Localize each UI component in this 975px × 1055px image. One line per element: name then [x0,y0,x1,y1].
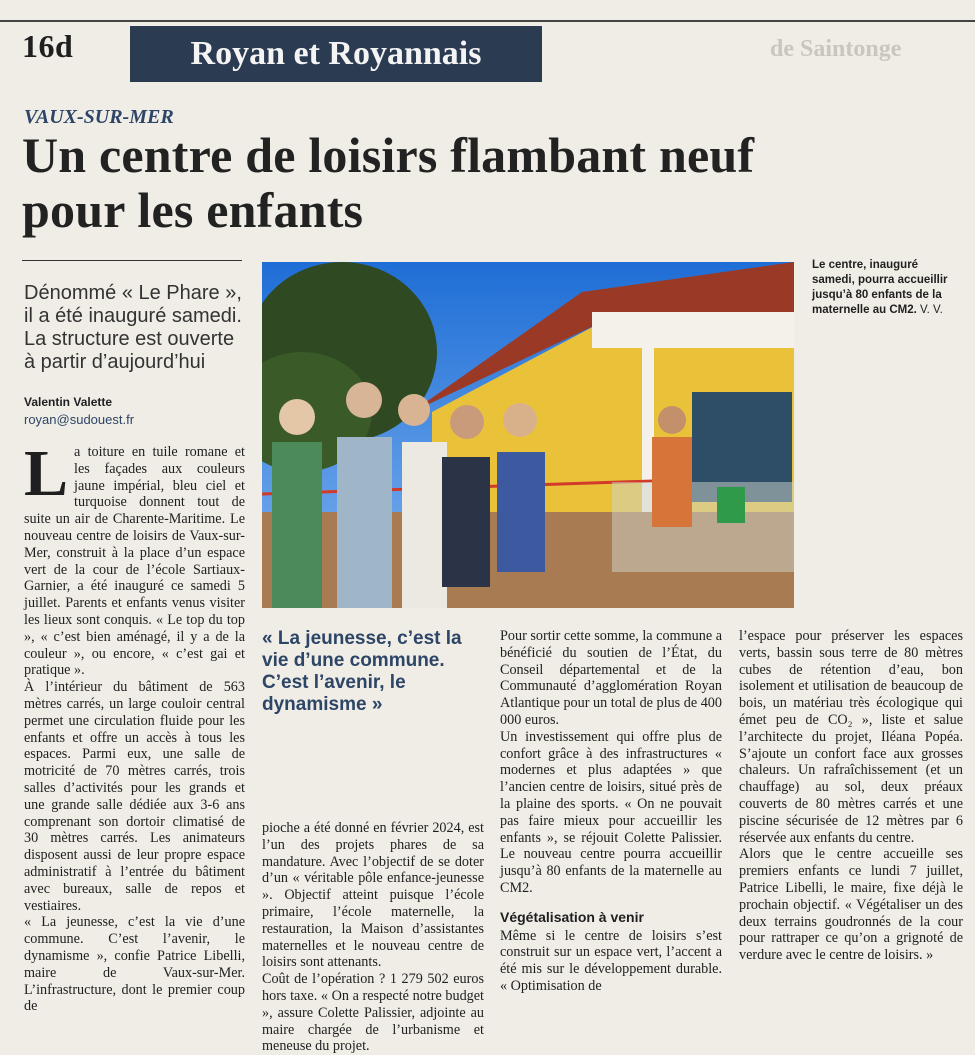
col1-paragraph-2: À l’intérieur du bâtiment de 563 mètres carrés, un large couloir central permet une circulation fluide pour les enfants et offre un accès à tous les espaces. Parmi eux, une salle de motricité de 70 mètres carrés, trois salles d’activités pour les grands et une grande salle dédiée aux 3-6 ans comprenant son dortoir climatisé de 30 mètres carrés. Les animateurs disposent aussi de leur propre espace administratif à l’entrée du bâtiment avec bureaux, salle de repos et vestiaires. [24,679,245,914]
page-number: 16d [22,28,74,64]
article-headline [22,128,942,238]
col1-paragraph-3: « La jeunesse, c’est la vie d’une commune. C’est l’avenir, le dynamisme », confie Patrice Libelli, maire de Vaux-sur-Mer. L’infrastructure, dont le premier coup de [24,914,245,1015]
headline-rule [22,260,242,261]
section-title: Royan et Royannais [190,35,482,72]
photo-credit: V. V. [920,304,943,316]
article-kicker: VAUX-SUR-MER [24,106,174,128]
col2-paragraph-2: Coût de l’opération ? 1 279 502 euros hors taxe. « On a respecté notre budget », assure Colette Palissier, adjointe au maire chargée de l’urbanisme et meneuse du projet. [262,971,484,1055]
pull-quote: « La jeunesse, c’est la vie d’une commune. C’est l’avenir, le dynamisme » [262,628,462,715]
author-email[interactable]: royan@sudouest.fr [24,412,135,427]
photo-caption [812,258,962,318]
col4-paragraph-2: Alors que le centre accueille ses premiers enfants ce lundi 7 juillet, Patrice Libelli, le maire, fixe déjà le prochain objectif. « Végétaliser un des deux terrains goudronnés de la cour pour rattraper ce qu’on a grignoté de verdure avec le centre de loisirs. » [739,846,963,964]
col1-paragraph-1-text: a toiture en tuile romane et les façades aux couleurs jaune impérial, bleu ciel et turquoise donnent tout de suite un air de Charente-Maritime. Le nouveau centre de loisirs de Vaux-sur-Mer, construit à la place d’un espace vert de la cour de l’école Sartiaux-Garnier, a été inauguré ce samedi 5 juillet. Parents et enfants venus visiter les lieux sont conquis. « Le top du top », « c’est bien aménagé, il y a de la couleur », ou encore, « c’est gai et pratique ». [24,444,245,679]
col3-paragraph-3: Même si le centre de loisirs s’est construit sur un espace vert, l’accent a été mis sur le développement durable. « Optimisation de [500,927,722,994]
col2-paragraph-1: pioche a été donné en février 2024, est l’un des projets phares de sa mandature. Avec l’objectif de se doter d’un « véritable pôle enfance-jeunesse ». Objectif atteint puisque l’école primaire, l’école maternelle, la restauration, la Maison d’assistantes maternelles et le nouveau centre de loisirs sont attenants. [262,820,484,971]
article-column-4 [739,628,963,964]
top-rule [0,20,975,22]
drop-cap: L [24,437,69,510]
inauguration-photo [262,262,794,608]
col4-paragraph-1: l’espace pour préserver les espaces verts, bassin sous terre de 80 mètres cubes de rétention d’eau, bon isolement et utilisation de beaucoup de bois, un matériau très écologique qui émet peu de CO₂ », liste et salue l’architecte du projet, Iléana Popéa. S’ajoute un confort face aux grosses chaleurs. Un rafraîchissement (et un chauffage) au sol, deux préaux couverts de 80 mètres carrés et une piscine sécurisée de 12 mètres par 6 réservée aux enfants du centre. [739,628,963,846]
col1-paragraph-1 [24,437,245,679]
article-column-3 [500,628,722,995]
article-column-1 [24,437,245,1015]
col3-paragraph-2: Un investissement qui offre plus de confort grâce à des infrastructures « modernes et plus adaptées » que l’ancien centre de loisirs, situé près de la plaine des sports. « On ne pouvait pas faire mieux pour accueillir les enfants », se réjouit Colette Palissier. Le nouveau centre pourra accueillir jusqu’à 80 enfants de la maternelle au CM2. [500,728,722,896]
article-standfirst: Dénommé « Le Phare », il a été inauguré samedi. La structure est ouverte à partir d’aujourd’hui [24,282,242,373]
photo-caption-text: Le centre, inauguré samedi, pourra accueillir jusqu’à 80 enfants de la maternelle au CM2. [812,259,948,316]
headline-line-1: Un centre de loisirs flambant neuf [22,127,755,183]
col3-paragraph-1: Pour sortir cette somme, la commune a bénéficié du soutien de l’État, du Conseil départemental et de la Communauté d’agglomération Royan Atlantique pour un total de plus de 400 000 euros. [500,628,722,728]
author-byline: Valentin Valette [24,395,113,409]
headline-line-2: pour les enfants [22,182,364,238]
ghost-header: de Saintonge [770,36,902,62]
article-column-2 [262,820,484,1055]
section-banner [130,26,542,82]
article-subhead: Végétalisation à venir [500,908,644,925]
